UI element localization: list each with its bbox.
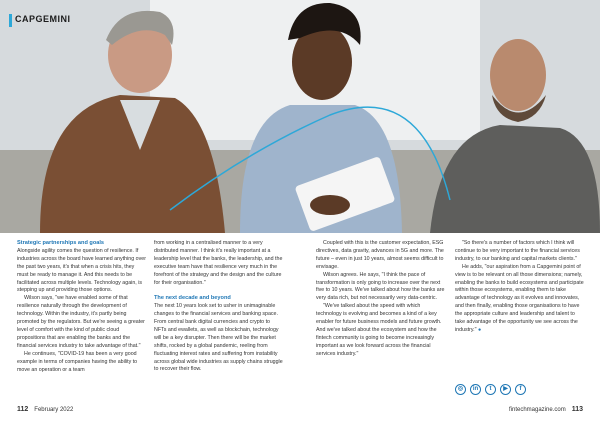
footer-right (509, 406, 583, 413)
article-column-2 (154, 240, 283, 374)
paragraph: He continues, "COVID-19 has been a very good example in terms of companies having the ability to move an operation or a team (17, 350, 138, 373)
facebook-icon[interactable]: f (515, 384, 526, 395)
paragraph: Wilson says, "we have enabled some of that resilience naturally through the development of technology. Within the industry, it's partly being promoted by the regulators. But we're seeing a greater level of comfort with the kind of public cloud propositions that are enabling the banks and the financial services industry to take advantage of that." (17, 295, 145, 349)
social-links (455, 384, 526, 396)
paragraph: "So there's a number of factors which I think will continue to be very important to the financial services industry, to our banking and capital markets clients." (455, 240, 580, 262)
article-column-1 (17, 240, 146, 374)
end-of-article-mark: ● (478, 326, 482, 333)
paragraph: "We've talked about the speed with which technology is evolving and becomes a kind of a key enabler for future business models and future growth. And we've talked about the ecosystem and how the fintech community is going to become increasingly important as we look forward across the financial services industry." (316, 303, 442, 357)
paragraph: Wilson agrees. He says, "I think the pace of transformation is only going to increase over the next five to 10 years. We've talked about how the banks are very data rich, but not necessarily very data-centric. (316, 271, 445, 302)
article-column-3 (316, 240, 445, 359)
page-number-right: 113 (571, 406, 583, 413)
section-heading: Strategic partnerships and goals (17, 240, 105, 246)
paragraph: Alongside agility comes the question of resilience. If industries across the board have learned anything over the past two years, it's that when a crisis hits, they must be ready to manage it. And this needs to be facilitated across multiple levels. Technology again, is stepping up and providing those options. (17, 247, 146, 294)
footer-left (17, 406, 73, 413)
paragraph (455, 264, 584, 335)
website: fintechmagazine.com (509, 407, 566, 413)
linkedin-icon[interactable]: in (470, 384, 481, 395)
article-column-4 (455, 240, 584, 335)
paragraph: from working in a centralised manner to a very distributed manner. I think it's really important at a leadership level that the banks, the leadership, and the executive team have that resilience very much in the forefront of the strategy and the design and the culture for their organisation." (154, 240, 283, 286)
brand-accent-bar (9, 14, 12, 27)
paragraph-text: He adds, "our aspiration from a Capgemini point of view is to be relevant on all those dimensions; namely, enabling the banks to build ecosystems and participate within those ecosystems, enabling them to take advantage of technology as it evolves and innovates, and then finally, enabling those organisations to have the appropriate culture and leadership and talent to take advantage of the opportunity we see across the industry." (455, 263, 584, 333)
twitter-icon[interactable]: t (485, 384, 496, 395)
youtube-icon[interactable]: ▶ (500, 384, 511, 395)
globe-icon[interactable]: ◎ (455, 384, 466, 395)
issue-date: February 2022 (34, 407, 74, 413)
paragraph: The next 10 years look set to usher in unimaginable changes to the financial services and banking space. From central bank digital currencies and crypto to NFTs and ewallets, as well as blockchain, technology will be a key disrupter. Then there will be the market shifts, rocked by a global pandemic, reeling from fluctuating interest rates and suffering from instability across global wide industries as supply chains struggle to recover their flow. (154, 303, 283, 373)
section-heading: The next decade and beyond (154, 295, 231, 302)
page-number-left: 112 (17, 406, 29, 413)
paragraph: Coupled with this is the customer expectation, ESG directives, data gravity, advances in 5G and more. The future – even in just 10 years, almost seems difficult to envisage. (316, 240, 444, 270)
brand-label: CAPGEMINI (15, 14, 71, 24)
